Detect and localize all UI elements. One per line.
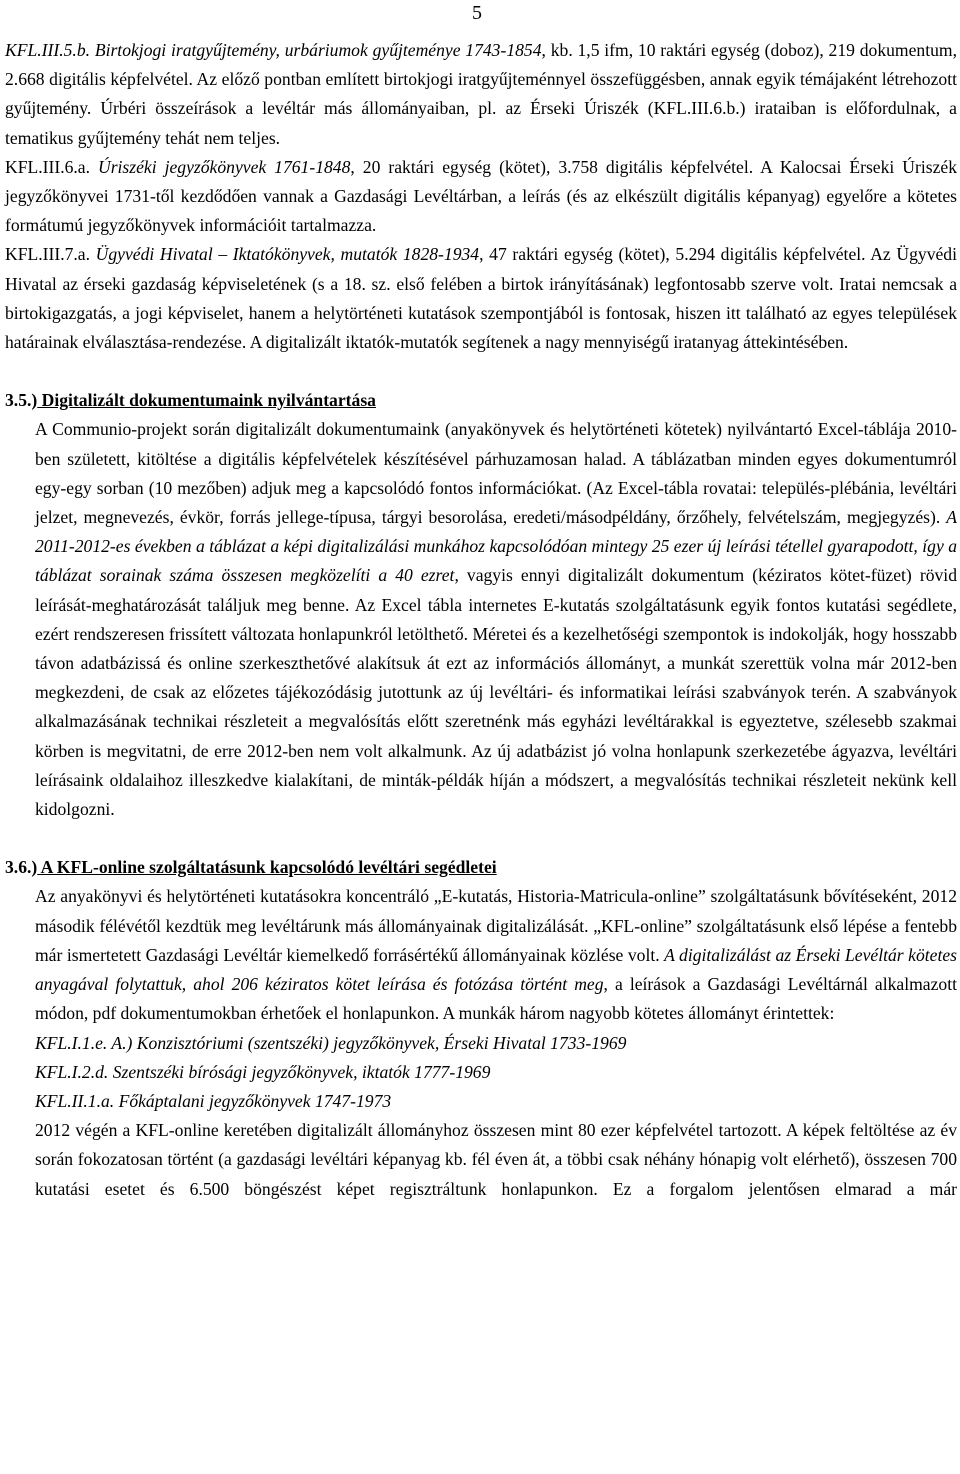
item-title: Ügyvédi Hivatal – Iktatókönyvek, mutatók 1828-1934 bbox=[90, 244, 480, 265]
item-text: , 47 raktári egység (kötet), 5.294 digitális képfelvétel. Az Ügyvédi Hivatal az érseki gazdaság képviseletének (s a 18. sz. első felében a birtok irányításának) legfontosabb szerve volt. Iratai nemcsak a birtokigazgatás, a jogi képviselet, hanem a helytörténeti kutatások szempontjából is fontosak, hiszen itt található az egyes települések határainak elválasztása-rendezése. A digitalizált iktatók-mutatók segítenek a nagy mennyiségű iratanyag áttekintésében. bbox=[5, 244, 957, 353]
section-number: 3.6.) bbox=[5, 857, 38, 878]
item-id: KFL.III.5.b. bbox=[5, 40, 91, 60]
list-item: KFL.I.1.e. A.) Konzisztóriumi (szentszéki) jegyzőkönyvek, Érseki Hivatal 1733-1969 bbox=[35, 1032, 627, 1053]
item-text: , kb. 1,5 ifm, 10 raktári egység (doboz), 219 dokumentum, 2.668 digitális képfelvétel. Az előző pontban említett birtokjogi iratgyűjteménnyel összefüggésben, annak egyik témájaként létrehozott gyűjtemény. Úrbéri összeírások a levéltár más állományaiban, pl. az Érseki Úriszék (KFL.III.6.b.) irataiban is előfordulnak, a tematikus gyűjtemény tehát nem teljes. bbox=[5, 40, 957, 148]
paragraph-closing: 2012 végén a KFL-online keretében digitalizált állományhoz összesen mint 80 ezer képfelvétel tartozott. A képek feltöltése az év során fokozatosan történt (a gazdasági levéltári képanyag kb. fél éven át, a többi csak néhány hónapig volt elérhető), összesen 700 kutatási esetet és 6.500 böngészést képet regisztráltunk honlapunkon. Ez a forgalom jelentősen elmarad a már bbox=[35, 1120, 957, 1199]
section-number: 3.5.) bbox=[5, 390, 38, 411]
item-text: , 20 raktári egység (kötet), 3.758 digitális képfelvétel. A Kalocsai Érseki Úriszék jegyzőkönyvei 1731-től kezdődően vannak a Gazdasági Levéltárban, a leírás (és az elkészült digitális képanyag) egyelőre a kötetes formátumú jegyzőkönyvek információit tartalmazza. bbox=[5, 156, 957, 236]
page-number: 5 bbox=[472, 2, 482, 24]
paragraph-text: Az anyakönyvi és helytörténeti kutatásokra koncentráló „E-kutatás, Historia-Matricula-online” szolgáltatásunk bővítéseként, 2012 második félévétől kezdtük meg levéltárunk más állományainak digitalizálását. „KFL-online” szolgáltatásunk első lépése a fentebb már ismertetett Gazdasági Levéltár kiemelkedő forrásértékű állományainak közlése volt. bbox=[35, 886, 957, 965]
paragraph-text: , a leírások a Gazdasági Levéltárnál alkalmazott módon, pdf dokumentumokban érhetőek el honlapunkon. A munkák három nagyobb kötetes állományt érintettek: bbox=[35, 974, 958, 1024]
paragraph-section-3-6 bbox=[5, 882, 957, 1028]
item-title: Birtokjogi iratgyűjtemény, urbáriumok gyűjteménye 1743-1854 bbox=[90, 40, 542, 60]
paragraph-italic-text: A digitalizálást az Érseki Levéltár kötetes anyagával folytattuk, ahol 206 kéziratos kötet leírása és fotózása történt meg bbox=[35, 944, 958, 995]
paragraph-section-3-5 bbox=[5, 415, 957, 824]
list-item: KFL.I.2.d. Szentszéki bírósági jegyzőkönyvek, iktatók 1777-1969 bbox=[35, 1061, 491, 1082]
item-title: Úriszéki jegyzőkönyvek 1761-1848 bbox=[90, 156, 351, 177]
paragraph-kfl-iii-5-b bbox=[5, 36, 957, 153]
list-item: KFL.II.1.a. Főkáptalani jegyzőkönyvek 1747-1973 bbox=[35, 1090, 392, 1111]
paragraph-text: , vagyis ennyi digitalizált dokumentum (kéziratos kötet-füzet) rövid leírását-meghatározását találjuk meg benne. Az Excel tábla internetes E-kutatás szolgáltatásunk egyik fontos kutatási segédlete, ezért rendszeresen frissített változata honlapunkról letölthető. Méretei és a kezelhetőségi szempontok is indokolják, hogy hosszabb távon adatbázissá és online szerkeszthetővé alakítsuk át ezt az információs állományt, a munkát szerettük volna már 2012-ben megkezdeni, de csak az előzetes tájékozódásig jutottunk az új levéltári- és informatikai leírási szabványok terén. A szabványok alkalmazásának technikai részleteit a megvalósítás előtt szeretnénk más egyházi levéltárakkal is egyeztetve, szélesebb szakmai körben is megvitatni, de erre 2012-ben nem volt alkalmunk. Az új adatbázist jó volna honlapunk szerkezetébe ágyazva, levéltári leírásaink oldalaihoz illeszkedve kialakítani, de minták-példák híján a módszert, a megvalósítás technikai részleteit nekünk kell kidolgozni. bbox=[35, 565, 957, 820]
paragraph-text: A Communio-projekt során digitalizált dokumentumaink (anyakönyvek és helytörténeti kötetek) nyilvántartó Excel-táblája 2010-ben született, kitöltése a digitális képfelvételek készítésével párhuzamosan halad. A táblázatban minden egyes dokumentumról egy-egy sorban (10 mezőben) adjuk meg a kapcsolódó fontos információkat. (Az Excel-tábla rovatai: település-plébánia, levéltári jelzet, megnevezés, évkör, forrás jellege-típusa, tárgyi besorolása, eredeti/másodpéldány, őrzőhely, felvételszám, megjegyzés). bbox=[35, 419, 957, 528]
section-heading-3-6 bbox=[5, 853, 957, 882]
paragraph-kfl-iii-6-a bbox=[5, 153, 957, 241]
section-title: Digitalizált dokumentumaink nyilvántartása bbox=[37, 390, 376, 411]
section-heading-3-5 bbox=[5, 386, 957, 415]
paragraph-kfl-iii-7-a bbox=[5, 240, 957, 357]
paragraph-italic-text: A 2011-2012-es években a táblázat a képi digitalizálási munkához kapcsolódóan mintegy 25 ezer új leírási tétellel gyarapodott, így a táblázat sorainak száma összesen megközelíti a 40 ezret bbox=[35, 507, 957, 586]
item-id: KFL.III.6.a. bbox=[5, 156, 91, 177]
section-title: A KFL-online szolgáltatásunk kapcsolódó levéltári segédletei bbox=[37, 857, 497, 878]
item-id: KFL.III.7.a. bbox=[5, 244, 91, 265]
